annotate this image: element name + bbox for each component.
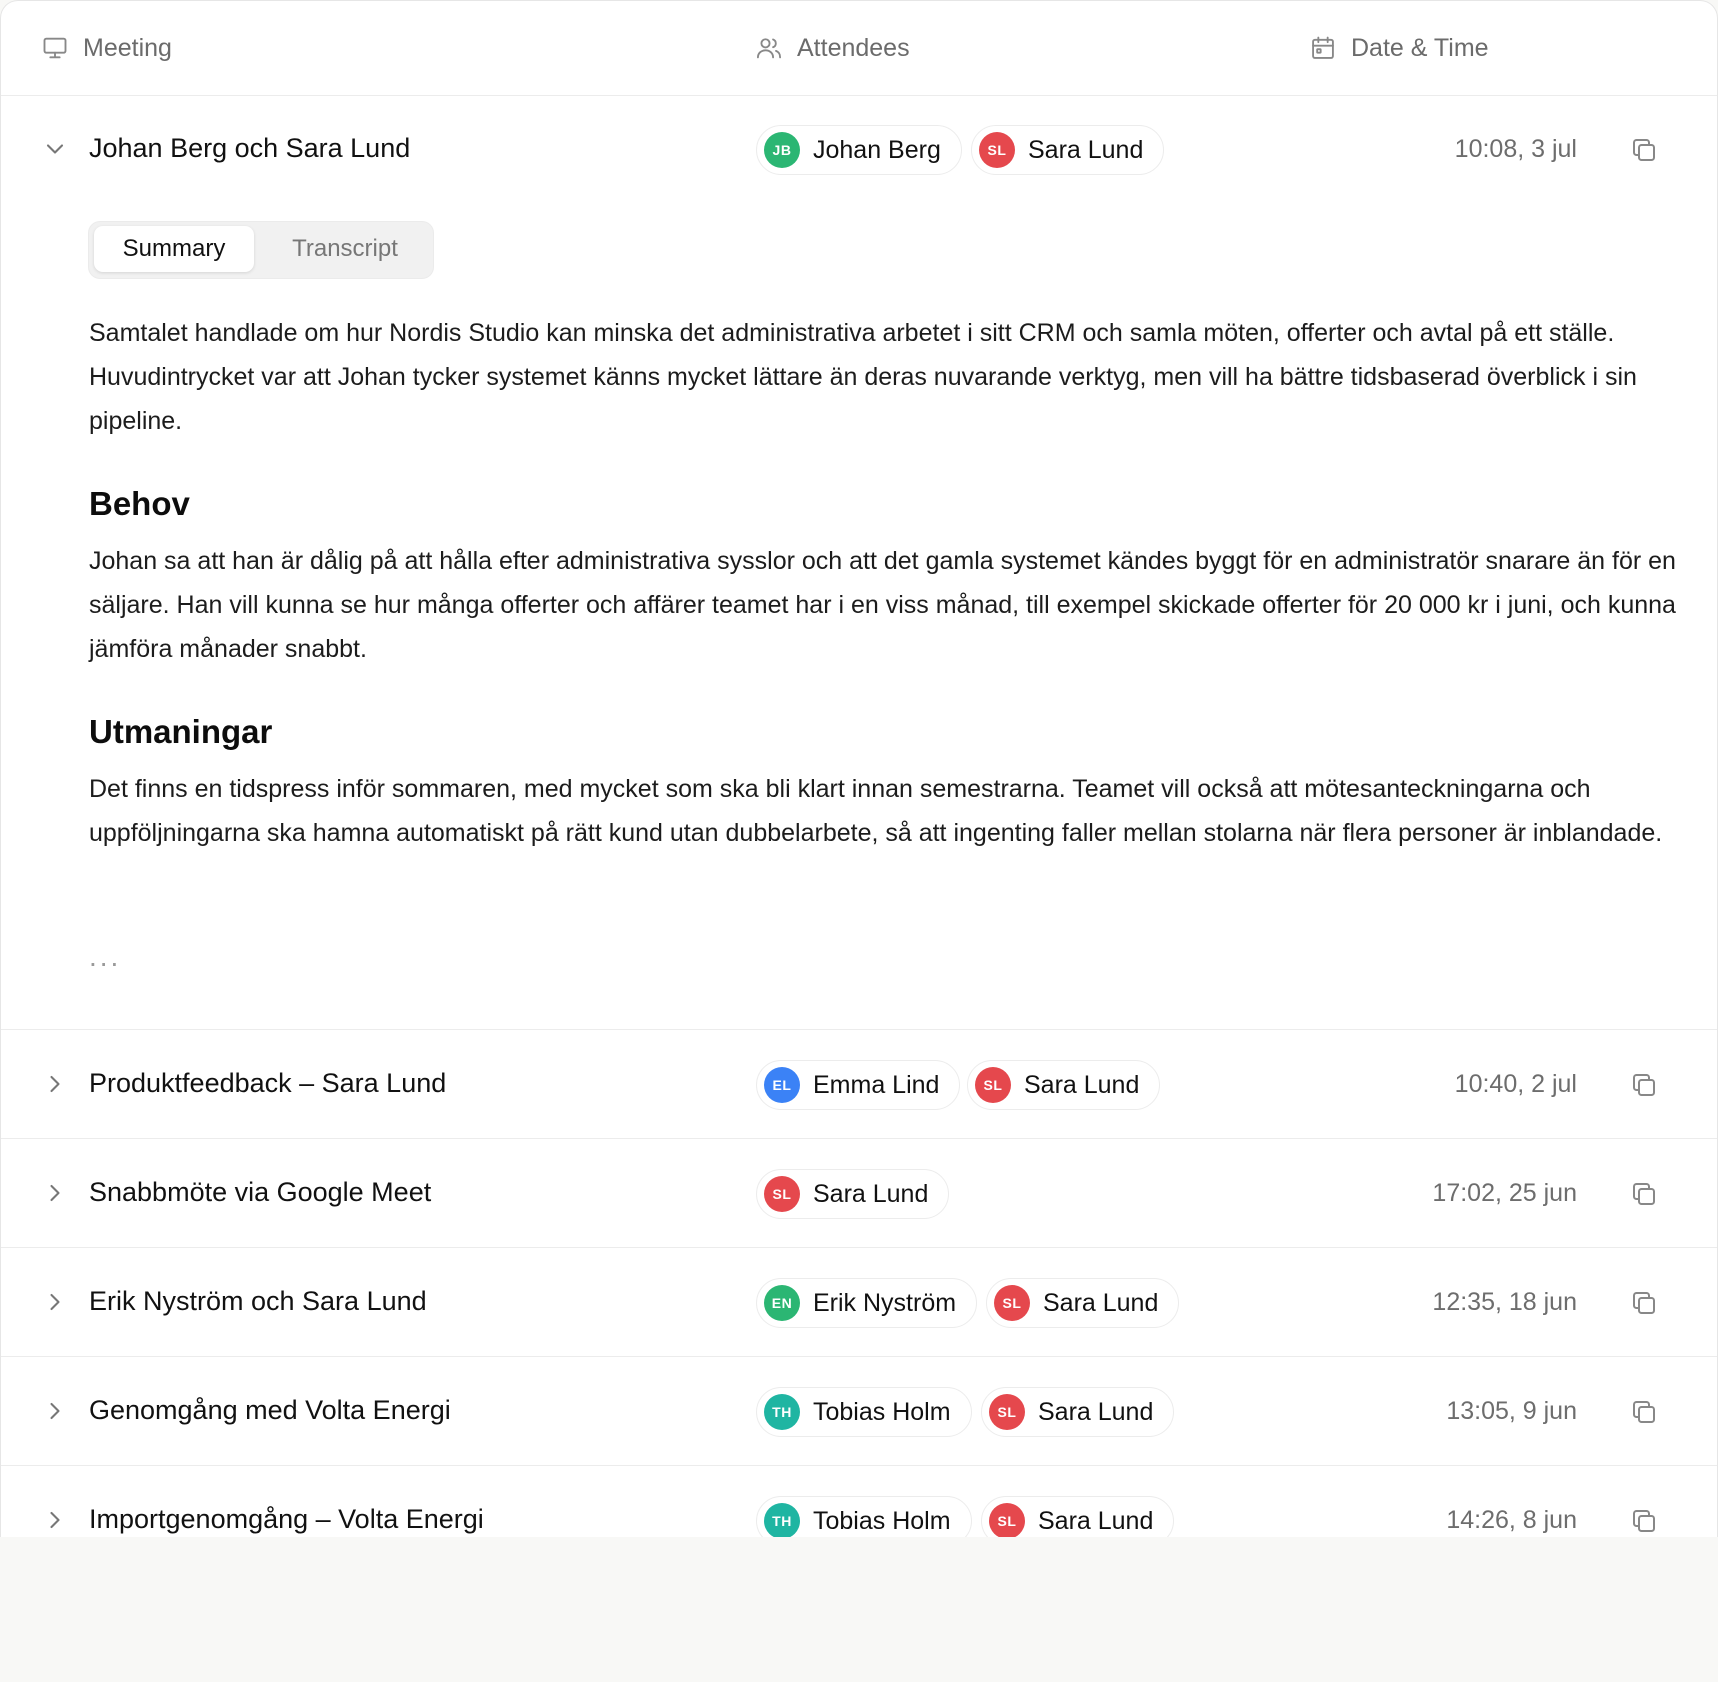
avatar: SL (764, 1176, 800, 1212)
attendee-chip[interactable] (986, 1278, 1179, 1328)
meeting-header-label: Meeting (83, 33, 172, 62)
chevron-right-icon[interactable] (41, 1288, 69, 1316)
copy-icon[interactable] (1629, 1506, 1659, 1536)
meeting-datetime: 10:40, 2 jul (1454, 1070, 1577, 1098)
chevron-down-icon[interactable] (41, 135, 69, 163)
meeting-datetime: 14:26, 8 jun (1446, 1506, 1577, 1534)
table-row[interactable] (1, 1466, 1717, 1537)
table-header (1, 1, 1717, 96)
datetime-header-label: Date & Time (1351, 33, 1489, 62)
attendee-chip[interactable] (756, 1496, 972, 1537)
meeting-title[interactable]: Produktfeedback – Sara Lund (89, 1068, 447, 1098)
meeting-title[interactable]: Johan Berg och Sara Lund (89, 133, 411, 163)
monitor-icon (41, 34, 69, 62)
attendee-name: Sara Lund (1024, 1070, 1140, 1099)
tab-summary[interactable]: Summary (94, 226, 254, 272)
avatar: EL (764, 1067, 800, 1103)
attendee-name: Sara Lund (1038, 1397, 1154, 1426)
attendee-chip[interactable] (756, 1387, 972, 1437)
meeting-datetime: 10:08, 3 jul (1454, 135, 1577, 163)
summary-transcript-tabs (88, 221, 434, 279)
attendees-header-label: Attendees (797, 33, 910, 62)
meeting-title[interactable]: Genomgång med Volta Energi (89, 1395, 451, 1425)
avatar: EN (764, 1285, 800, 1321)
avatar: TH (764, 1503, 800, 1537)
attendee-chip[interactable] (981, 1387, 1174, 1437)
avatar: SL (989, 1503, 1025, 1537)
chevron-right-icon[interactable] (41, 1179, 69, 1207)
attendee-chip[interactable] (756, 1169, 949, 1219)
meeting-column-header[interactable] (41, 1, 172, 95)
avatar: TH (764, 1394, 800, 1430)
datetime-column-header[interactable] (1309, 1, 1489, 95)
avatar: SL (989, 1394, 1025, 1430)
meeting-datetime: 13:05, 9 jun (1446, 1397, 1577, 1425)
attendees-column-header[interactable] (755, 1, 910, 95)
section-heading: Utmaningar (89, 713, 273, 750)
copy-icon[interactable] (1629, 1070, 1659, 1100)
copy-icon[interactable] (1629, 1179, 1659, 1209)
attendee-name: Erik Nyström (813, 1288, 957, 1317)
attendee-chip[interactable] (981, 1496, 1174, 1537)
attendee-name: Johan Berg (813, 135, 941, 164)
table-row[interactable] (1, 1030, 1717, 1139)
meeting-title[interactable]: Importgenomgång – Volta Energi (89, 1504, 484, 1534)
section-body: Johan sa att han är dålig på att hålla efter administrativa sysslor och att det gamla systemet kändes byggt för en administratör snarare än för en säljare. Han vill kunna se hur många offerter och affärer teamet har i en viss månad, till exempel skickade offerter för 20 000 kr i juni, och kunna jämföra månader snabbt. (89, 547, 1676, 663)
chevron-right-icon[interactable] (41, 1397, 69, 1425)
copy-icon[interactable] (1629, 1397, 1659, 1427)
attendee-chip[interactable] (756, 1278, 977, 1328)
tab-transcript[interactable]: Transcript (292, 235, 398, 262)
attendee-name: Emma Lind (813, 1070, 940, 1099)
attendee-chip[interactable] (971, 125, 1164, 175)
meeting-title[interactable]: Snabbmöte via Google Meet (89, 1177, 432, 1207)
section-heading: Behov (89, 485, 190, 522)
attendee-name: Sara Lund (1043, 1288, 1159, 1317)
avatar: SL (994, 1285, 1030, 1321)
meeting-title[interactable]: Erik Nyström och Sara Lund (89, 1286, 427, 1316)
summary-intro: Samtalet handlade om hur Nordis Studio kan minska det administrativa arbetet i sitt CRM och samla möten, offerter och avtal på ett ställe. Huvudintrycket var att Johan tycker systemet känns mycket lättare än deras nuvarande verktyg, men vill ha bättre tidsbaserad överblick i sin pipeline. (89, 319, 1637, 435)
attendee-name: Sara Lund (813, 1179, 929, 1208)
copy-icon[interactable] (1629, 1288, 1659, 1318)
avatar: SL (975, 1067, 1011, 1103)
meeting-datetime: 17:02, 25 jun (1432, 1179, 1577, 1207)
attendee-name: Tobias Holm (813, 1397, 951, 1426)
meeting-datetime: 12:35, 18 jun (1432, 1288, 1577, 1316)
calendar-icon (1309, 34, 1337, 62)
section-body: Det finns en tidspress inför sommaren, med mycket som ska bli klart innan semestrarna. Teamet vill också att mötesanteckningarna och uppföljningarna ska hamna automatiskt på rätt kund utan dubbelarbete, så att ingenting faller mellan stolarna när flera personer är inblandade. (89, 775, 1663, 847)
attendee-chip[interactable] (756, 1060, 960, 1110)
table-row[interactable] (1, 1139, 1717, 1248)
avatar: SL (979, 132, 1015, 168)
avatar: JB (764, 132, 800, 168)
copy-icon[interactable] (1629, 135, 1659, 165)
chevron-right-icon[interactable] (41, 1070, 69, 1098)
chevron-right-icon[interactable] (41, 1506, 69, 1534)
attendee-chip[interactable] (756, 125, 962, 175)
attendee-name: Sara Lund (1038, 1506, 1154, 1535)
attendee-name: Sara Lund (1028, 135, 1144, 164)
table-row[interactable] (1, 1357, 1717, 1466)
attendee-chip[interactable] (967, 1060, 1160, 1110)
more-ellipsis[interactable]: ... (89, 941, 122, 972)
table-row[interactable] (1, 1248, 1717, 1357)
attendee-name: Tobias Holm (813, 1506, 951, 1535)
users-icon (755, 34, 783, 62)
